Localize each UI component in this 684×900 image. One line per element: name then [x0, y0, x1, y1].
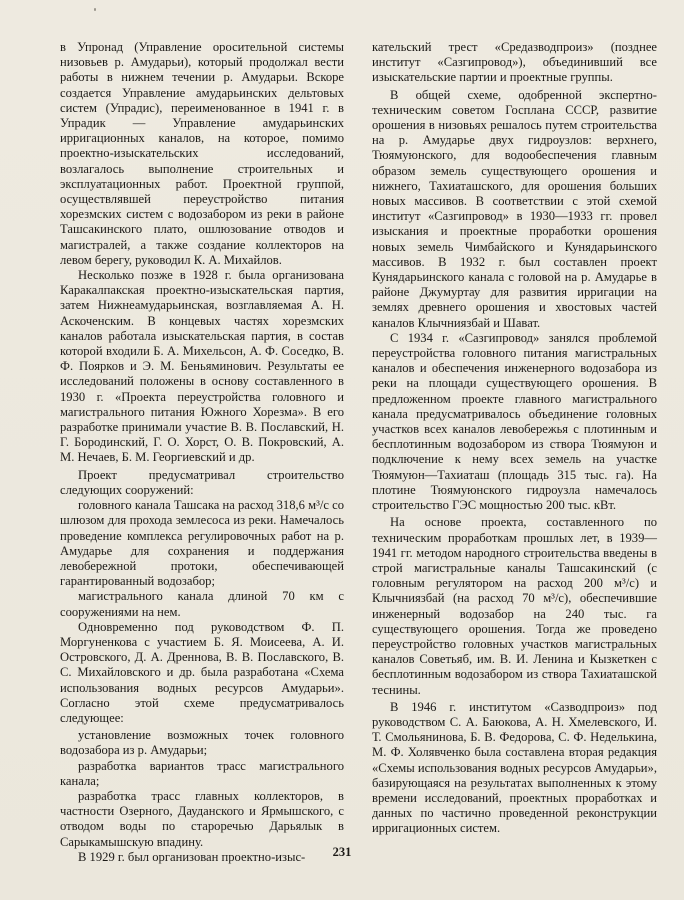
list-item: магистрального канала длиной 70 км с сооружениями на нем. [60, 589, 344, 619]
page-number: 231 [332, 845, 352, 859]
paragraph: Одновременно под руководством Ф. П. Моргуненкова с участием Б. Я. Моисеева, А. И. Островского, Д. А. Дреннова, В. В. Пославского, В. С. Михайловского и др. была разработана «Схема использования водных ресурсов Амударьи». Согласно этой схеме предусматривалось следующее: [60, 619, 344, 725]
paragraph: В 1946 г. институтом «Сазводпроиз» под руководством С. А. Баюкова, А. Н. Хмелевского, И. Т. Смольянинова, Б. В. Федорова, С. Ф. Неделькина, М. Ф. Холявченко была составлена вторая редакция «Схемы использования водных ресурсов Амударьи», базирующаяся на результатах выполненных к этому времени исследований, проектных проработках и данных по частично проведенной реконструкции ирригационных систем. [372, 699, 657, 836]
paragraph: С 1934 г. «Сазгипровод» занялся проблемой переустройства головного питания магистральных каналов и обеспечения инженерного водозабора из реки на площади существующего орошения. В предложенном проекте главного магистрального канала предусматривалось объединение головных участков всех каналов левобережья с плотинным и бесплотинным водозабором из створа Тюямуюн и подключение к нему всех земель на участке Тюямуюн—Тахиаташ (площадь 315 тыс. га). На плотине Тюямуюнского гидроузла намечалось строительство ГЭС мощностью 200 тыс. кВт. [372, 330, 657, 513]
paragraph: В 1929 г. был организован проектно-изыс- [78, 849, 306, 864]
paragraph: Проект предусматривал строительство следующих сооружений: [60, 467, 344, 497]
paragraph: кательский трест «Средазводпроиз» (позднее институт «Сазгипровод»), объединивший все изыскательские партии и проектные группы. [372, 40, 657, 85]
paper-speck [94, 8, 96, 11]
list-item: установление возможных точек головного водозабора из р. Амударьи; [60, 728, 344, 758]
list-item: головного канала Ташсака на расход 318,6 м³/с со шлюзом для прохода землесоса из реки. Намечалось проведение комплекса регулировочных работ на р. Амударье для сохранения и поддержания левобережной протоки, обеспечивающей гарантированный водозабор; [60, 498, 344, 589]
paragraph: Несколько позже в 1928 г. была организована Каракалпакская проектно-изыскательская партия, затем Нижнеамударьинская, возглавляемая А. Н. Аскоченским. В концевых частях хорезмских каналов работала изыскательская партия, в состав которой входили Б. А. Михельсон, А. Ф. Соседко, В. Ф. Поярков и Э. М. Беньяминович. Результаты ее исследований положены в основу составленного в 1930 г. «Проекта переустройства головного и магистрального питания Южного Хорезма». В его разработке принимали участие В. В. Пославский, Н. Г. Бородинский, Г. О. Хорст, О. В. Покровский, А. М. Нечаев, Б. М. Георгиевский и др. [60, 268, 344, 465]
right-text-column [372, 40, 657, 837]
paragraph: В общей схеме, одобренной экспертно-техническим советом Госплана СССР, развитие орошения в низовьях решалось путем строительства на р. Амударье двух гидроузлов: верхнего, Тюямуюнского, для водообеспечения главным образом земель существующего орошения и нижнего, Тахиаташского, для орошения больших новых массивов. В соответствии с этой схемой институт «Сазгипровод» в 1930—1933 гг. провел изыскания и проектные проработки орошения новых земель Чимбайского и Кунядарьинского массивов. В 1932 г. был составлен проект Кунядарьинского канала с головой на р. Амударье в районе Джумуртау для развития ирригации на землях древнего орошения и хвостовых частей каналов Клычниязбай и Шават. [372, 87, 657, 330]
list-item: разработка вариантов трасс магистрального канала; [60, 758, 344, 788]
list-item: разработка трасс главных коллекторов, в частности Озерного, Дауданского и Ярмышского, с отводом воды по староречью Дарьялык в Сарыкамышскую впадину. [60, 788, 344, 849]
left-text-column [60, 40, 344, 865]
paragraph: На основе проекта, составленного по техническим проработкам прошлых лет, в 1939—1941 гг. методом народного строительства введены в строй магистральные каналы Ташсакинский (с головным регулятором на расход 200 м³/с) и Клычниязбай (на расход 70 м³/с), обеспечившие инженерный водозабор на 240 тыс. га существующего орошения. Тогда же проведено переустройство головных участков магистральных каналов Советьяб, им. В. И. Ленина и Кызкеткен с бесплотинным водозабором из створа Тахиаташской теснины. [372, 515, 657, 697]
paragraph: в Упронад (Управление оросительной системы низовьев р. Амударьи), который продолжал вести работы в нижнем течении р. Амударьи. Вскоре создается Управление амударьинских дельтовых систем (Упрадис), переименованное в 1941 г. в Упрадик — Управление амударьинских ирригационных каналов, на которое, помимо проектно-изыскательских исследований, возлагалось выполнение строительных и эксплуатационных работ. Проектной группой, осуществлявшей переустройство питания хорезмских систем с водозабором из реки в районе Ташсакинского плато, ошлюзование отводов и магистралей, а также создание коллекторов на левом берегу, руководил К. А. Михайлов. [60, 40, 344, 267]
